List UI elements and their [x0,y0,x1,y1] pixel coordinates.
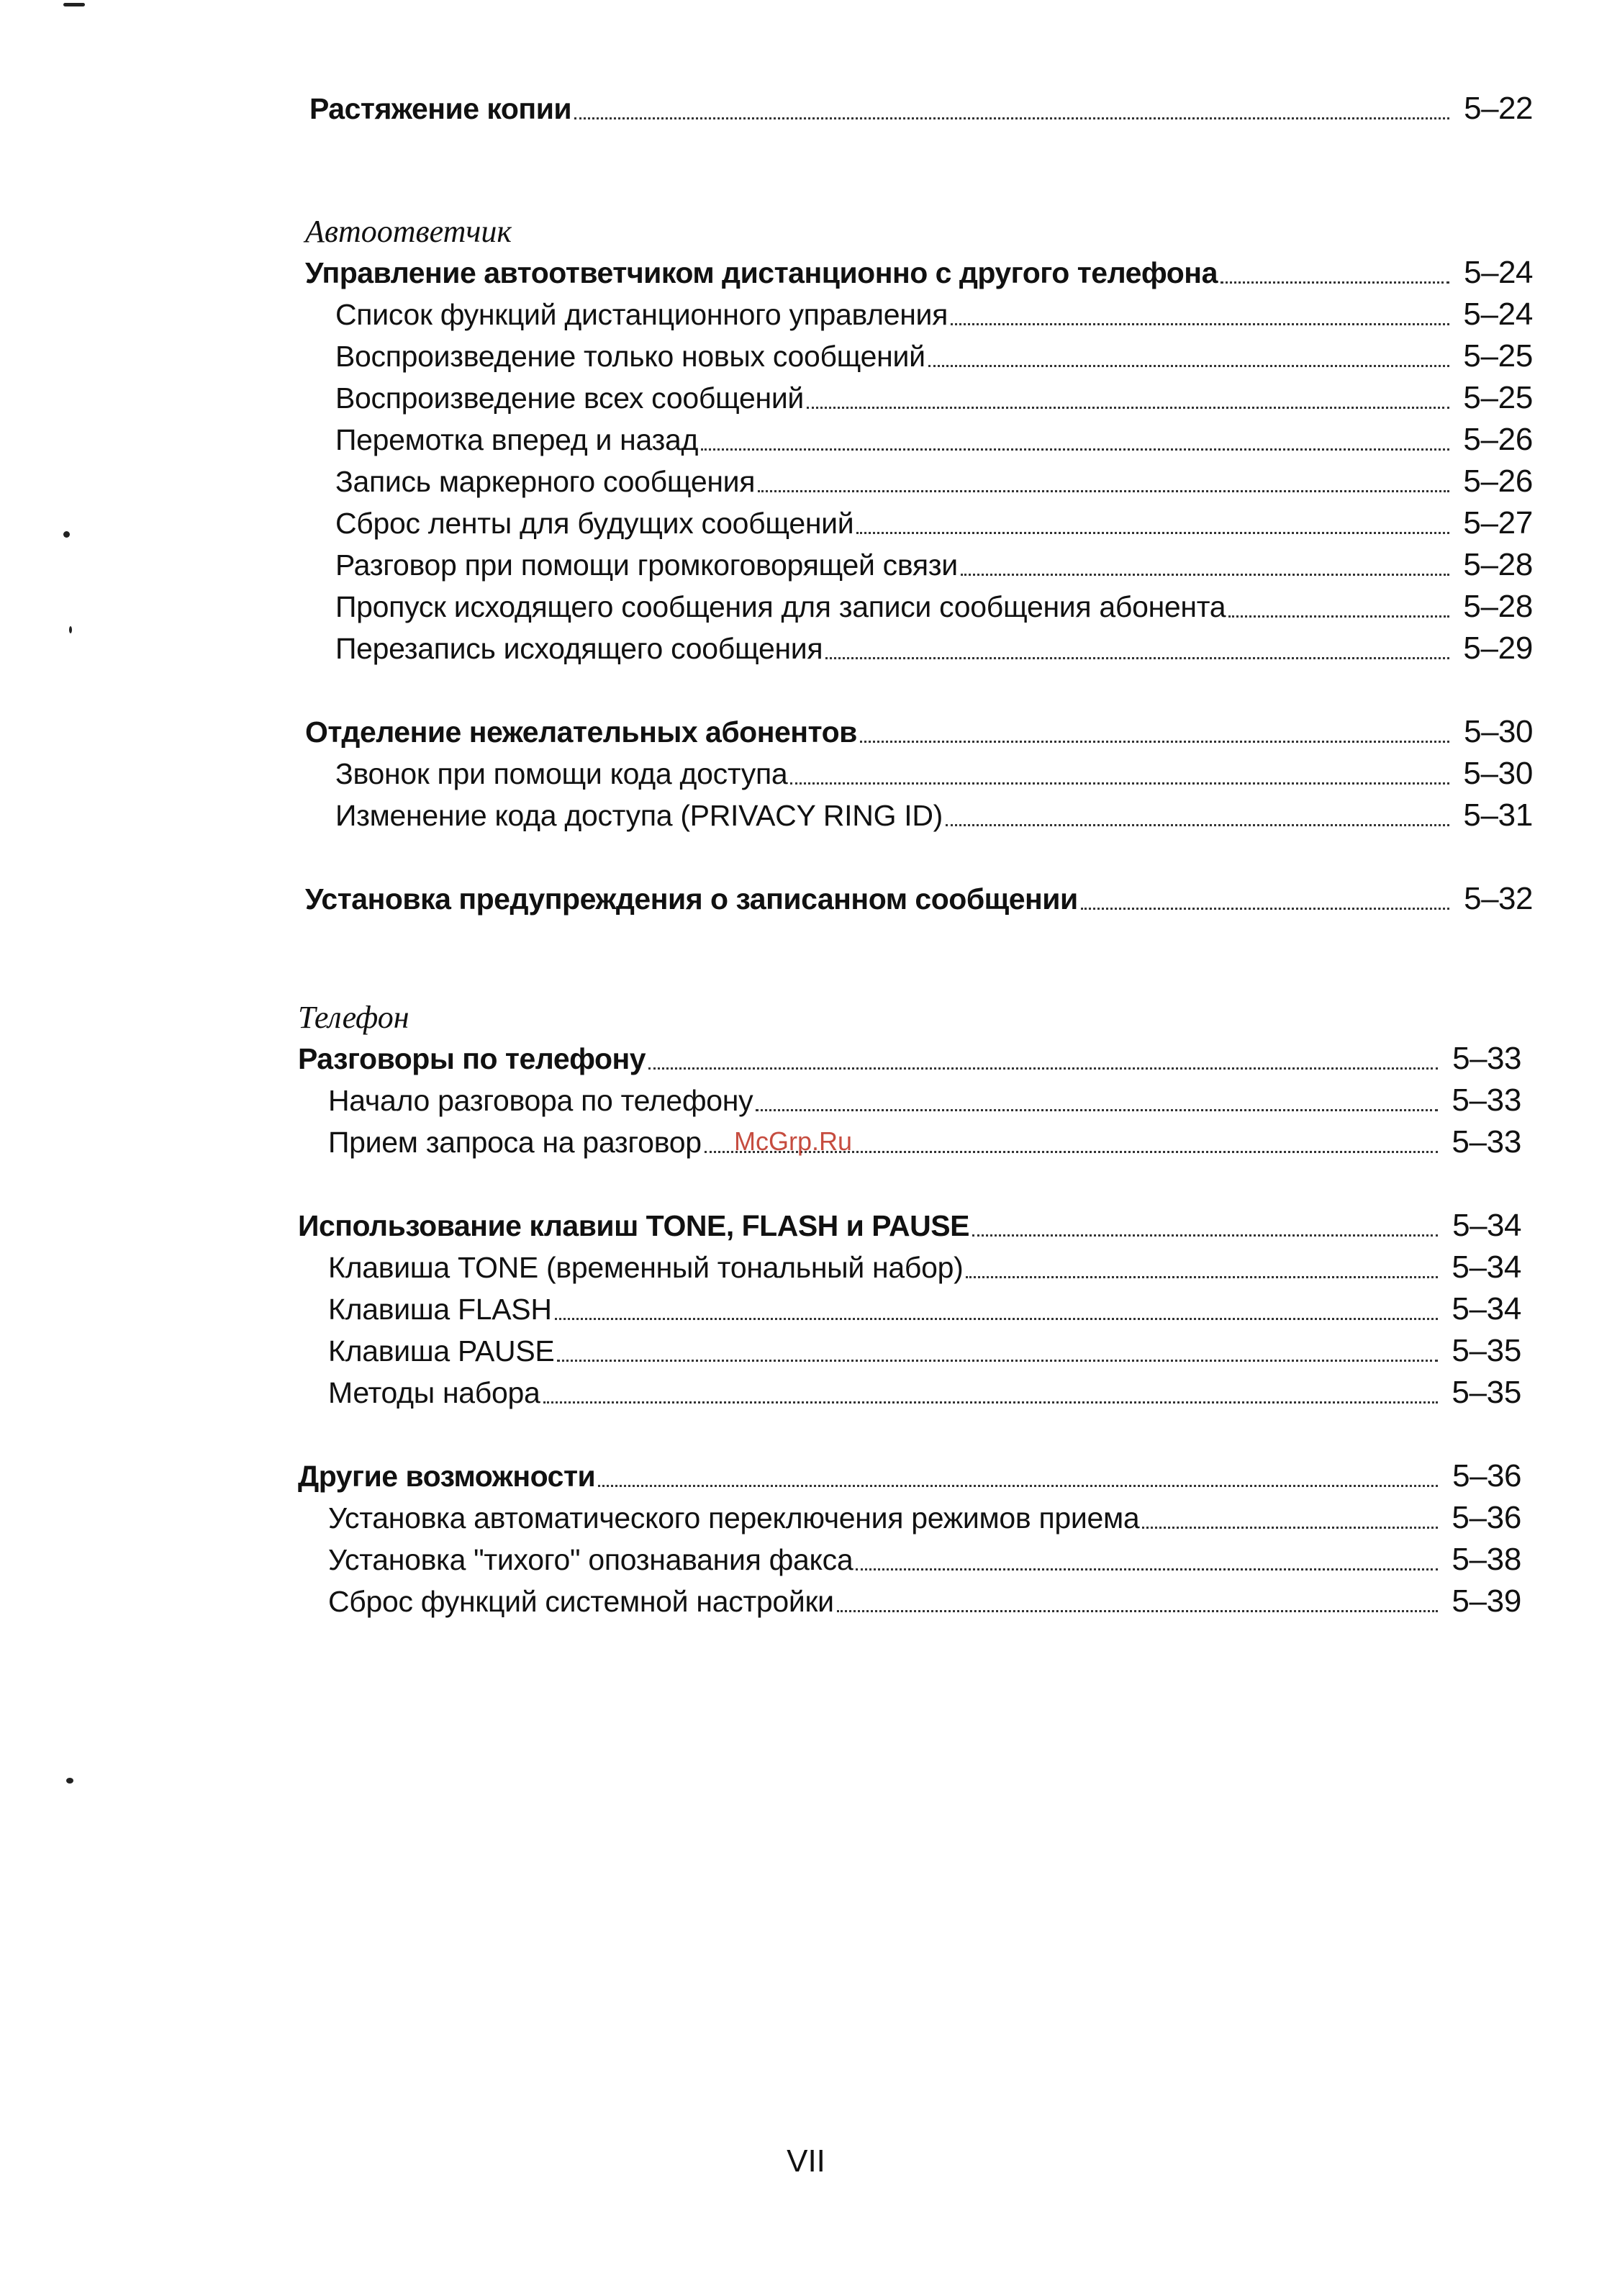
toc-entry-label: Звонок при помощи кода доступа [335,757,788,790]
toc-entry-page: 5–33 [1452,1083,1521,1118]
dot-leader [837,1610,1438,1612]
dot-leader [574,117,1449,119]
dot-leader [961,574,1449,576]
toc-section-answering-machine [305,212,1533,920]
scan-speck [69,626,72,633]
toc-entry-label: Воспроизведение всех сообщений [335,381,805,415]
toc-entry-page: 5–35 [1452,1333,1521,1368]
toc-section-telephone [298,998,1521,1622]
scan-speck [66,1778,73,1784]
dot-leader [951,323,1449,325]
dot-leader [1221,281,1449,284]
toc-sub-entry [305,294,1533,335]
spacer [298,1163,1521,1205]
page-number-footer: VII [787,2143,825,2179]
toc-main-entry [298,1455,1521,1497]
spacer [298,1414,1521,1455]
dot-leader [790,782,1449,785]
dot-leader [856,532,1449,534]
scan-speck [63,531,70,538]
dot-leader [966,1276,1438,1278]
toc-sub-entry [305,586,1533,628]
dot-leader [946,824,1449,826]
toc-entry-label: Запись маркерного сообщения [335,465,756,498]
toc-entry-page: 5–30 [1464,714,1533,749]
toc-entry-label: Клавиша PAUSE [328,1334,555,1368]
dot-leader [860,741,1449,743]
dot-leader [807,407,1449,409]
toc-entry-page: 5–34 [1452,1249,1521,1285]
toc-entry-page: 5–24 [1464,255,1533,290]
toc-entry-label: Перезапись исходящего сообщения [335,632,823,665]
dot-leader [856,1568,1438,1570]
toc-entry-label: Перемотка вперед и назад [335,423,699,456]
toc-entry-page: 5–27 [1463,505,1533,541]
toc-entry-label: Разговоры по телефону [298,1042,646,1075]
scan-speck [63,3,85,6]
toc-entry-page: 5–32 [1464,881,1533,916]
toc-sub-entry [298,1372,1521,1414]
toc-entry-label: Растяжение копии [309,92,572,125]
toc-entry-label: Сброс ленты для будущих сообщений [335,507,854,540]
dot-leader [598,1485,1438,1487]
dot-leader [555,1318,1438,1320]
dot-leader [701,448,1449,451]
toc-entry-label: Установка предупреждения о записанном сообщении [305,882,1078,916]
toc-entry-label: Отделение нежелательных абонентов [305,715,857,749]
toc-entry-label: Прием запроса на разговор [328,1126,702,1159]
dot-leader [972,1234,1438,1237]
toc-entry-page: 5–33 [1452,1041,1521,1076]
toc-entry-page: 5–22 [1464,91,1533,126]
dot-leader [1081,908,1449,910]
toc-entry-page: 5–25 [1463,338,1533,374]
toc-entry-label: Методы набора [328,1376,540,1409]
toc-entry-page: 5–26 [1463,464,1533,499]
toc-entry-page: 5–34 [1452,1291,1521,1326]
toc-main-entry [305,878,1533,920]
toc-sub-entry [305,419,1533,461]
toc-entry-page: 5–24 [1463,297,1533,332]
toc-top-block [309,88,1533,130]
toc-sub-entry [298,1581,1521,1622]
toc-entry-page: 5–38 [1452,1542,1521,1577]
section-title: Телефон [298,1000,409,1035]
toc-sub-entry [305,461,1533,502]
toc-sub-entry [298,1330,1521,1372]
dot-leader [928,365,1449,367]
toc-entry-label: Установка "тихого" опознавания факса [328,1543,853,1576]
spacer [305,669,1533,711]
toc-sub-entry [298,1497,1521,1539]
toc-entry-label: Воспроизведение только новых сообщений [335,340,925,373]
toc-sub-entry [305,335,1533,377]
toc-sub-entry [305,753,1533,795]
toc-entry-label: Клавиша FLASH [328,1293,552,1326]
toc-entry-page: 5–34 [1452,1208,1521,1243]
toc-entry-label: Начало разговора по телефону [328,1084,753,1117]
toc-sub-entry [298,1121,1521,1163]
dot-leader [756,1109,1438,1111]
spacer [305,836,1533,878]
dot-leader [1142,1527,1438,1529]
toc-entry-page: 5–33 [1452,1124,1521,1160]
toc-sub-entry [298,1539,1521,1581]
dot-leader [557,1360,1438,1362]
dot-leader [543,1401,1439,1404]
toc-main-entry [305,711,1533,753]
toc-sub-entry [305,795,1533,836]
watermark-text: McGrp.Ru [734,1126,853,1156]
toc-entry-label: Другие возможности [298,1460,596,1493]
toc-sub-entry [305,628,1533,669]
toc-entry-label: Использование клавиш TONE, FLASH и PAUSE [298,1209,969,1242]
toc-entry-page: 5–36 [1452,1458,1521,1493]
toc-entry-label: Изменение кода доступа (PRIVACY RING ID) [335,799,943,832]
toc-entry-page: 5–29 [1463,631,1533,666]
dot-leader [825,657,1449,659]
dot-leader [648,1067,1438,1070]
toc-sub-entry [305,544,1533,586]
toc-entry-page: 5–35 [1452,1375,1521,1410]
toc-sub-entry [298,1080,1521,1121]
toc-entry-page: 5–28 [1463,547,1533,582]
toc-sub-entry [305,502,1533,544]
toc-sub-entry [298,1247,1521,1288]
toc-entry-page: 5–25 [1463,380,1533,415]
toc-entry-page: 5–31 [1463,797,1533,833]
toc-entry-page: 5–28 [1463,589,1533,624]
toc-entry-label: Клавиша TONE (временный тональный набор) [328,1251,964,1284]
toc-entry-page: 5–26 [1463,422,1533,457]
toc-entry-label: Управление автоответчиком дистанционно с другого телефона [305,256,1218,289]
toc-entry [309,88,1533,130]
toc-entry-label: Сброс функций системной настройки [328,1585,834,1618]
section-title: Автоответчик [305,214,512,249]
toc-entry-page: 5–39 [1452,1583,1521,1619]
toc-entry-page: 5–36 [1452,1500,1521,1535]
toc-entry-label: Установка автоматического переключения режимов приема [328,1501,1140,1535]
toc-main-entry [305,252,1533,294]
toc-main-entry [298,1205,1521,1247]
toc-main-entry [298,1038,1521,1080]
toc-entry-page: 5–30 [1463,756,1533,791]
toc-sub-entry [298,1288,1521,1330]
dot-leader [758,490,1449,492]
toc-entry-label: Разговор при помощи громкоговорящей связи [335,548,958,582]
toc-sub-entry [305,377,1533,419]
dot-leader [1228,615,1449,618]
toc-entry-label: Пропуск исходящего сообщения для записи сообщения абонента [335,590,1226,623]
toc-entry-label: Список функций дистанционного управления [335,298,948,331]
